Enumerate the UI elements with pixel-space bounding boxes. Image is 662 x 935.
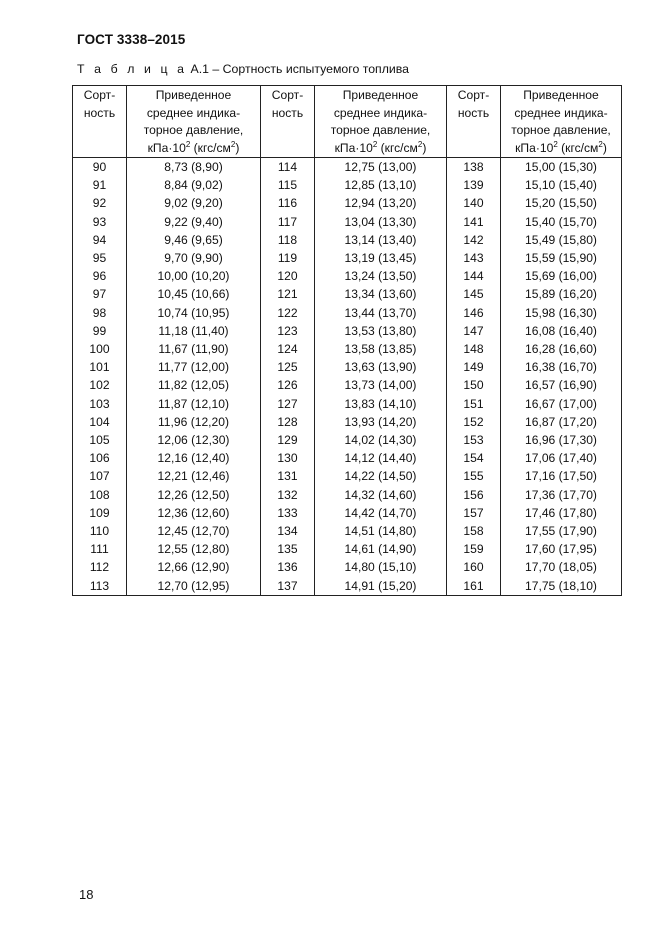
- pressure-cell: 9,70 (9,90): [127, 249, 261, 267]
- grade-cell: 123: [261, 322, 315, 340]
- table-row: [73, 395, 622, 413]
- table-row: [73, 285, 622, 303]
- table-row: [73, 304, 622, 322]
- header-unit-part: 2: [417, 139, 423, 149]
- header-pressure-line: Приведенное: [342, 88, 419, 102]
- table-row: [73, 413, 622, 431]
- header-unit-part: ): [235, 140, 240, 155]
- pressure-cell: 13,44 (13,70): [315, 304, 447, 322]
- pressure-cell: 13,24 (13,50): [315, 267, 447, 285]
- pressure-cell: 13,34 (13,60): [315, 285, 447, 303]
- grade-cell: 109: [73, 504, 127, 522]
- pressure-cell: 11,87 (12,10): [127, 395, 261, 413]
- grade-cell: 94: [73, 231, 127, 249]
- pressure-cell: 12,85 (13,10): [315, 176, 447, 194]
- grade-cell: 93: [73, 213, 127, 231]
- grade-cell: 120: [261, 267, 315, 285]
- pressure-cell: 13,73 (14,00): [315, 376, 447, 394]
- pressure-cell: 15,59 (15,90): [501, 249, 622, 267]
- grade-cell: 151: [447, 395, 501, 413]
- table-row: [73, 267, 622, 285]
- pressure-cell: 12,66 (12,90): [127, 558, 261, 576]
- pressure-cell: 13,04 (13,30): [315, 213, 447, 231]
- table-row: [73, 431, 622, 449]
- header-unit-part: 2: [598, 139, 603, 149]
- grade-cell: 149: [447, 358, 501, 376]
- pressure-cell: 17,75 (18,10): [501, 577, 622, 596]
- grade-cell: 121: [261, 285, 315, 303]
- grade-cell: 158: [447, 522, 501, 540]
- grade-cell: 157: [447, 504, 501, 522]
- grade-cell: 126: [261, 376, 315, 394]
- header-grade: [261, 86, 315, 158]
- header-unit: [501, 140, 621, 158]
- grade-cell: 161: [447, 577, 501, 596]
- pressure-cell: 10,45 (10,66): [127, 285, 261, 303]
- header-pressure-line: Приведенное: [523, 88, 599, 102]
- pressure-cell: 14,02 (14,30): [315, 431, 447, 449]
- pressure-cell: 12,16 (12,40): [127, 449, 261, 467]
- header-unit-part: ): [422, 140, 427, 155]
- pressure-cell: 17,36 (17,70): [501, 486, 622, 504]
- table-row: [73, 558, 622, 576]
- pressure-cell: 17,06 (17,40): [501, 449, 622, 467]
- pressure-cell: 13,63 (13,90): [315, 358, 447, 376]
- pressure-cell: 13,93 (14,20): [315, 413, 447, 431]
- grade-cell: 136: [261, 558, 315, 576]
- grade-cell: 113: [73, 577, 127, 596]
- grade-cell: 139: [447, 176, 501, 194]
- pressure-cell: 17,60 (17,95): [501, 540, 622, 558]
- grade-cell: 111: [73, 540, 127, 558]
- pressure-cell: 13,14 (13,40): [315, 231, 447, 249]
- table-caption: [77, 62, 409, 76]
- grade-cell: 90: [73, 158, 127, 177]
- grade-cell: 156: [447, 486, 501, 504]
- pressure-cell: 11,77 (12,00): [127, 358, 261, 376]
- caption-text: А.1 – Сортность испытуемого топлива: [187, 62, 409, 76]
- grade-cell: 122: [261, 304, 315, 322]
- table-row: [73, 249, 622, 267]
- pressure-cell: 9,22 (9,40): [127, 213, 261, 231]
- header-grade-line: ность: [271, 105, 304, 120]
- header-unit-part: 2: [553, 139, 558, 149]
- pressure-cell: 17,70 (18,05): [501, 558, 622, 576]
- grade-cell: 146: [447, 304, 501, 322]
- table-row: [73, 322, 622, 340]
- grade-cell: 150: [447, 376, 501, 394]
- pressure-cell: 13,53 (13,80): [315, 322, 447, 340]
- pressure-cell: 11,67 (11,90): [127, 340, 261, 358]
- grade-cell: 152: [447, 413, 501, 431]
- header-grade-line: Сорт-: [457, 88, 490, 102]
- pressure-cell: 11,96 (12,20): [127, 413, 261, 431]
- grade-cell: 159: [447, 540, 501, 558]
- header-unit-part: ): [602, 140, 607, 155]
- table-row: [73, 376, 622, 394]
- header-unit-part: кПа·10: [147, 140, 186, 155]
- pressure-cell: 11,82 (12,05): [127, 376, 261, 394]
- grade-cell: 99: [73, 322, 127, 340]
- grade-cell: 153: [447, 431, 501, 449]
- grade-cell: 91: [73, 176, 127, 194]
- grade-cell: 131: [261, 467, 315, 485]
- pressure-cell: 17,46 (17,80): [501, 504, 622, 522]
- header-pressure: [501, 86, 622, 158]
- grade-cell: 105: [73, 431, 127, 449]
- grade-cell: 95: [73, 249, 127, 267]
- pressure-cell: 15,40 (15,70): [501, 213, 622, 231]
- pressure-cell: 15,00 (15,30): [501, 158, 622, 177]
- grade-cell: 92: [73, 194, 127, 212]
- grade-cell: 106: [73, 449, 127, 467]
- grade-cell: 102: [73, 376, 127, 394]
- pressure-cell: 10,00 (10,20): [127, 267, 261, 285]
- table-row: [73, 194, 622, 212]
- header-grade: [73, 86, 127, 158]
- table-header-row: [73, 86, 622, 158]
- pressure-cell: 15,98 (16,30): [501, 304, 622, 322]
- header-unit-part: 2: [372, 139, 378, 149]
- header-unit-part: (кгс/см: [190, 140, 231, 155]
- grade-cell: 134: [261, 522, 315, 540]
- grade-cell: 160: [447, 558, 501, 576]
- pressure-cell: 12,70 (12,95): [127, 577, 261, 596]
- grade-cell: 119: [261, 249, 315, 267]
- pressure-cell: 14,32 (14,60): [315, 486, 447, 504]
- header-pressure-line: торное давление,: [143, 123, 244, 137]
- grade-cell: 148: [447, 340, 501, 358]
- grade-cell: 142: [447, 231, 501, 249]
- pressure-cell: 16,38 (16,70): [501, 358, 622, 376]
- pressure-cell: 13,19 (13,45): [315, 249, 447, 267]
- pressure-cell: 12,55 (12,80): [127, 540, 261, 558]
- table-row: [73, 504, 622, 522]
- header-unit-part: 2: [185, 139, 191, 149]
- table-row: [73, 358, 622, 376]
- header-pressure-line: среднее индика-: [333, 105, 428, 120]
- grade-cell: 124: [261, 340, 315, 358]
- grade-cell: 140: [447, 194, 501, 212]
- grade-cell: 104: [73, 413, 127, 431]
- fuel-grade-table: [72, 85, 622, 596]
- pressure-cell: 12,06 (12,30): [127, 431, 261, 449]
- grade-cell: 118: [261, 231, 315, 249]
- header-grade-line: Сорт-: [83, 88, 116, 102]
- header-grade-line: ность: [83, 105, 116, 120]
- grade-cell: 100: [73, 340, 127, 358]
- grade-cell: 108: [73, 486, 127, 504]
- pressure-cell: 16,28 (16,60): [501, 340, 622, 358]
- header-pressure-line: торное давление,: [330, 123, 431, 137]
- table-row: [73, 522, 622, 540]
- pressure-cell: 12,45 (12,70): [127, 522, 261, 540]
- grade-cell: 147: [447, 322, 501, 340]
- grade-cell: 130: [261, 449, 315, 467]
- grade-cell: 125: [261, 358, 315, 376]
- grade-cell: 132: [261, 486, 315, 504]
- pressure-cell: 15,49 (15,80): [501, 231, 622, 249]
- grade-cell: 137: [261, 577, 315, 596]
- grade-cell: 141: [447, 213, 501, 231]
- header-grade-line: ность: [457, 105, 490, 120]
- page-number: 18: [79, 887, 94, 902]
- table-row: [73, 176, 622, 194]
- pressure-cell: 17,55 (17,90): [501, 522, 622, 540]
- header-pressure-line: Приведенное: [155, 88, 232, 102]
- header-unit-part: (кгс/см: [557, 140, 599, 155]
- grade-cell: 155: [447, 467, 501, 485]
- pressure-cell: 16,67 (17,00): [501, 395, 622, 413]
- table-row: [73, 158, 622, 177]
- table-row: [73, 213, 622, 231]
- pressure-cell: 14,12 (14,40): [315, 449, 447, 467]
- pressure-cell: 14,22 (14,50): [315, 467, 447, 485]
- table-row: [73, 577, 622, 596]
- grade-cell: 107: [73, 467, 127, 485]
- pressure-cell: 13,83 (14,10): [315, 395, 447, 413]
- grade-cell: 143: [447, 249, 501, 267]
- pressure-cell: 15,89 (16,20): [501, 285, 622, 303]
- grade-cell: 101: [73, 358, 127, 376]
- grade-cell: 117: [261, 213, 315, 231]
- grade-cell: 96: [73, 267, 127, 285]
- caption-label: Т а б л и ц а: [77, 62, 188, 76]
- pressure-cell: 15,10 (15,40): [501, 176, 622, 194]
- pressure-cell: 8,84 (9,02): [127, 176, 261, 194]
- table-body: [73, 158, 622, 596]
- header-pressure-line: среднее индика-: [146, 105, 241, 120]
- pressure-cell: 14,61 (14,90): [315, 540, 447, 558]
- header-unit-part: кПа·10: [515, 140, 554, 155]
- grade-cell: 110: [73, 522, 127, 540]
- grade-cell: 144: [447, 267, 501, 285]
- pressure-cell: 13,58 (13,85): [315, 340, 447, 358]
- pressure-cell: 14,51 (14,80): [315, 522, 447, 540]
- grade-cell: 98: [73, 304, 127, 322]
- header-grade-line: Сорт-: [271, 88, 304, 102]
- grade-cell: 129: [261, 431, 315, 449]
- header-unit: [315, 140, 446, 158]
- table-row: [73, 449, 622, 467]
- header-pressure: [127, 86, 261, 158]
- header-pressure-line: торное давление,: [511, 123, 611, 137]
- header-unit-part: кПа·10: [334, 140, 373, 155]
- header-unit-part: (кгс/см: [377, 140, 418, 155]
- pressure-cell: 12,26 (12,50): [127, 486, 261, 504]
- header-grade: [447, 86, 501, 158]
- pressure-cell: 14,42 (14,70): [315, 504, 447, 522]
- grade-cell: 135: [261, 540, 315, 558]
- grade-cell: 112: [73, 558, 127, 576]
- pressure-cell: 11,18 (11,40): [127, 322, 261, 340]
- pressure-cell: 9,02 (9,20): [127, 194, 261, 212]
- grade-cell: 154: [447, 449, 501, 467]
- header-pressure-line: среднее индика-: [514, 105, 608, 120]
- pressure-cell: 15,69 (16,00): [501, 267, 622, 285]
- grade-cell: 97: [73, 285, 127, 303]
- pressure-cell: 12,75 (13,00): [315, 158, 447, 177]
- grade-cell: 145: [447, 285, 501, 303]
- pressure-cell: 16,96 (17,30): [501, 431, 622, 449]
- table-row: [73, 467, 622, 485]
- pressure-cell: 12,21 (12,46): [127, 467, 261, 485]
- header-unit-part: 2: [230, 139, 236, 149]
- grade-cell: 127: [261, 395, 315, 413]
- grade-cell: 133: [261, 504, 315, 522]
- table-row: [73, 231, 622, 249]
- pressure-cell: 8,73 (8,90): [127, 158, 261, 177]
- pressure-cell: 9,46 (9,65): [127, 231, 261, 249]
- pressure-cell: 12,36 (12,60): [127, 504, 261, 522]
- pressure-cell: 15,20 (15,50): [501, 194, 622, 212]
- pressure-cell: 10,74 (10,95): [127, 304, 261, 322]
- grade-cell: 116: [261, 194, 315, 212]
- pressure-cell: 16,08 (16,40): [501, 322, 622, 340]
- grade-cell: 128: [261, 413, 315, 431]
- pressure-cell: 14,80 (15,10): [315, 558, 447, 576]
- table-row: [73, 486, 622, 504]
- header-unit: [127, 140, 260, 158]
- grade-cell: 115: [261, 176, 315, 194]
- header-pressure: [315, 86, 447, 158]
- pressure-cell: 16,57 (16,90): [501, 376, 622, 394]
- grade-cell: 103: [73, 395, 127, 413]
- pressure-cell: 17,16 (17,50): [501, 467, 622, 485]
- pressure-cell: 12,94 (13,20): [315, 194, 447, 212]
- pressure-cell: 16,87 (17,20): [501, 413, 622, 431]
- grade-cell: 114: [261, 158, 315, 177]
- table-row: [73, 340, 622, 358]
- document-code: ГОСТ 3338–2015: [77, 32, 186, 47]
- table-row: [73, 540, 622, 558]
- grade-cell: 138: [447, 158, 501, 177]
- pressure-cell: 14,91 (15,20): [315, 577, 447, 596]
